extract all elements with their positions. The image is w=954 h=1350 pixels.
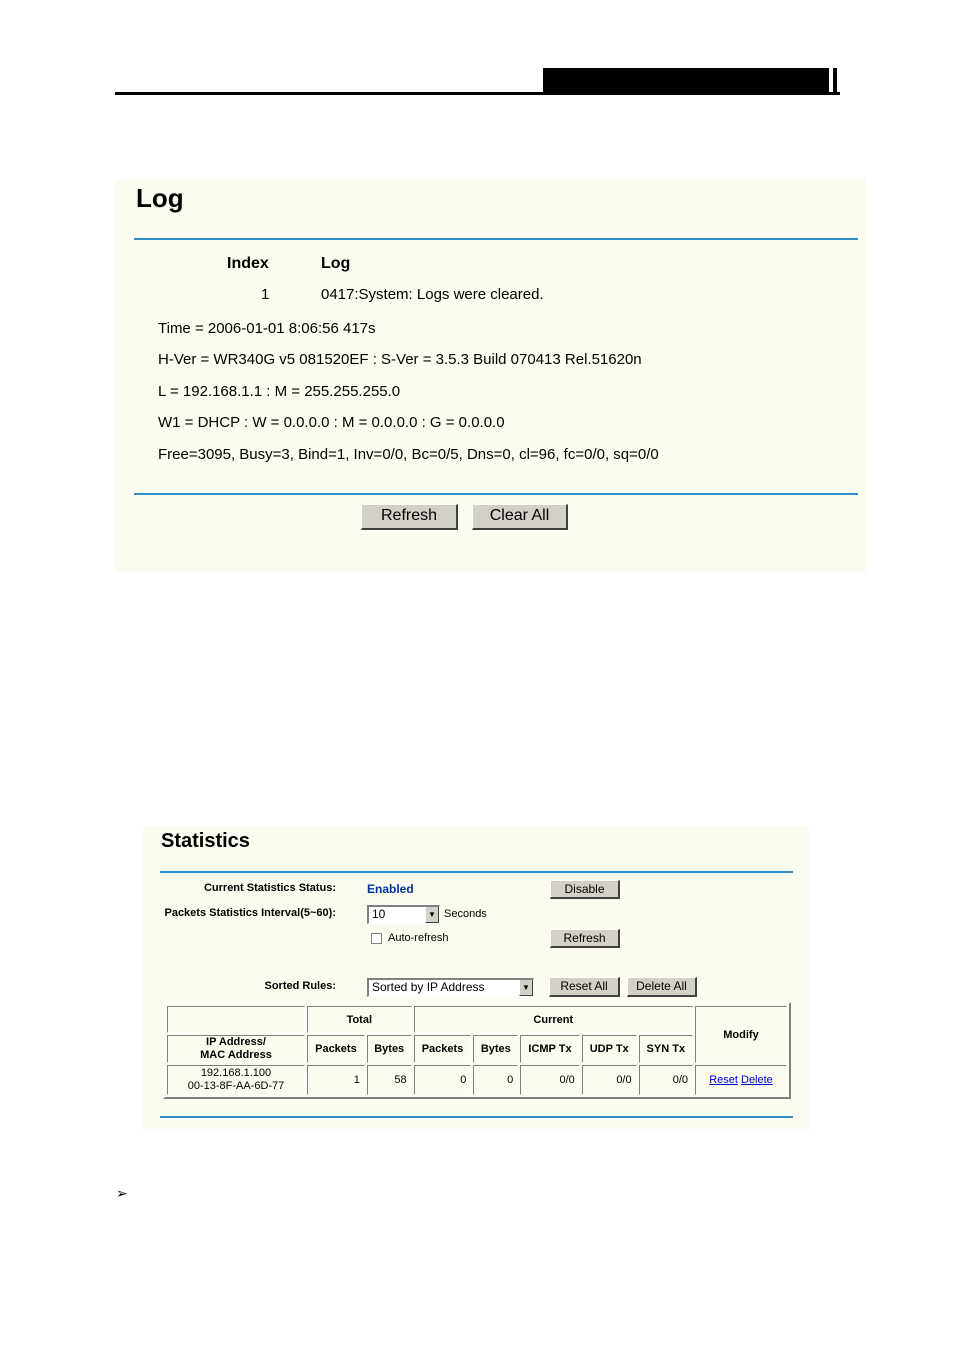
table-group-header-row <box>167 1006 787 1033</box>
ip-header-line: IP Address/ <box>206 1036 266 1048</box>
statistics-title: Statistics <box>161 830 250 852</box>
sorted-rules-label: Sorted Rules: <box>264 980 336 992</box>
chevron-down-icon[interactable]: ▼ <box>425 907 439 923</box>
auto-refresh-checkbox[interactable] <box>371 933 382 944</box>
syn-tx-cell: 0/0 <box>639 1065 693 1095</box>
interval-unit: Seconds <box>444 908 487 920</box>
mac-address: 00-13-8F-AA-6D-77 <box>187 1080 285 1092</box>
interval-select[interactable] <box>367 905 440 924</box>
ip-address: 192.168.1.100 <box>200 1067 272 1079</box>
reset-all-button[interactable]: Reset All <box>549 977 620 997</box>
mac-header-line: MAC Address <box>200 1049 272 1061</box>
log-entry-index: 1 <box>261 286 270 303</box>
header-bar <box>833 68 837 94</box>
modify-header: Modify <box>695 1006 787 1063</box>
total-bytes-header: Bytes <box>367 1035 412 1063</box>
log-title: Log <box>136 183 184 213</box>
sorted-rules-value: Sorted by IP Address <box>372 980 485 994</box>
log-column-header: Log <box>321 255 351 272</box>
current-packets-cell: 0 <box>414 1065 472 1095</box>
auto-refresh-label: Auto-refresh <box>388 932 449 944</box>
clear-all-button[interactable]: Clear All <box>472 504 568 530</box>
table-header-blank <box>167 1006 305 1033</box>
current-group-header: Current <box>414 1006 693 1033</box>
disable-button[interactable]: Disable <box>550 880 620 899</box>
refresh-button[interactable]: Refresh <box>361 504 458 530</box>
interval-select-value: 10 <box>372 907 386 921</box>
info-time: Time = 2006-01-01 8:06:56 417s <box>158 320 376 337</box>
reset-link[interactable]: Reset <box>709 1074 738 1086</box>
ip-mac-header <box>167 1035 305 1063</box>
modify-cell <box>695 1065 787 1095</box>
table-row <box>167 1065 787 1095</box>
statistics-top-divider <box>160 871 793 873</box>
total-packets-header: Packets <box>307 1035 365 1063</box>
sorted-rules-select[interactable] <box>367 978 534 997</box>
total-packets-cell: 1 <box>307 1065 365 1095</box>
info-lan: L = 192.168.1.1 : M = 255.255.255.0 <box>158 383 401 400</box>
info-memory: Free=3095, Busy=3, Bind=1, Inv=0/0, Bc=0/5, Dns=0, cl=96, fc=0/0, sq=0/0 <box>158 446 659 463</box>
status-value: Enabled <box>367 882 414 896</box>
udp-tx-cell: 0/0 <box>582 1065 637 1095</box>
chevron-down-icon[interactable]: ▼ <box>519 980 533 996</box>
interval-label: Packets Statistics Interval(5~60): <box>164 907 336 919</box>
icmp-tx-cell: 0/0 <box>520 1065 580 1095</box>
stats-refresh-button[interactable]: Refresh <box>550 929 620 948</box>
table-header-row <box>167 1035 787 1063</box>
total-bytes-cell: 58 <box>367 1065 412 1095</box>
total-group-header: Total <box>307 1006 412 1033</box>
udp-tx-header: UDP Tx <box>582 1035 637 1063</box>
log-top-divider <box>134 238 858 240</box>
current-packets-header: Packets <box>414 1035 472 1063</box>
syn-tx-header: SYN Tx <box>639 1035 693 1063</box>
current-bytes-header: Bytes <box>473 1035 518 1063</box>
delete-link[interactable]: Delete <box>741 1074 773 1086</box>
index-column-header: Index <box>227 255 269 272</box>
statistics-bottom-divider <box>160 1116 793 1118</box>
log-panel <box>115 179 866 572</box>
arrow-bullet-icon: ➢ <box>116 1185 128 1201</box>
icmp-tx-header: ICMP Tx <box>520 1035 580 1063</box>
header-rule <box>115 92 840 95</box>
statistics-panel <box>143 826 809 1129</box>
ip-mac-cell <box>167 1065 305 1095</box>
status-label: Current Statistics Status: <box>203 882 336 894</box>
statistics-table <box>163 1002 791 1099</box>
log-entry-text: 0417:System: Logs were cleared. <box>321 286 544 303</box>
info-version: H-Ver = WR340G v5 081520EF : S-Ver = 3.5.3 Build 070413 Rel.51620n <box>158 351 642 368</box>
current-bytes-cell: 0 <box>473 1065 518 1095</box>
log-bottom-divider <box>134 493 858 495</box>
info-wan: W1 = DHCP : W = 0.0.0.0 : M = 0.0.0.0 : G = 0.0.0.0 <box>158 414 505 431</box>
delete-all-button[interactable]: Delete All <box>627 977 697 997</box>
header-black-block <box>543 68 829 94</box>
